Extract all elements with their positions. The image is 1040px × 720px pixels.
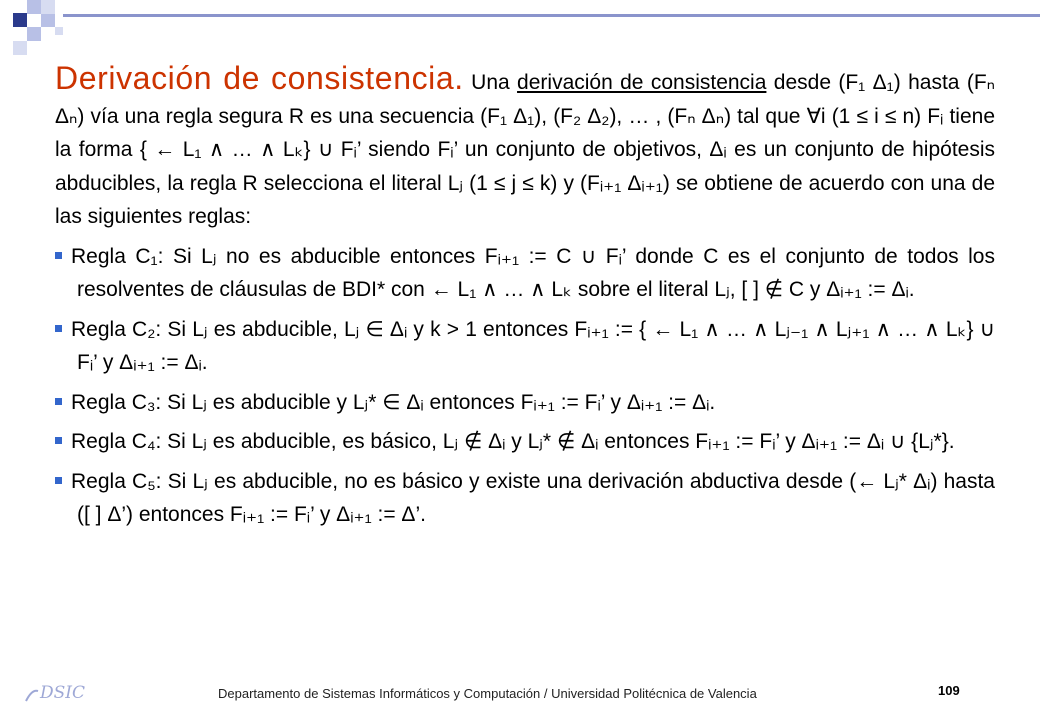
bullet-icon xyxy=(55,477,62,484)
footer xyxy=(0,683,1040,703)
intro-rest: desde (F₁ Δ₁) hasta (Fₙ Δₙ) vía una regla segura R es una secuencia (F₁ Δ₁), (F₂ Δ₂), … , (Fₙ Δₙ) tal que ∀i (1 ≤ i ≤ n) Fᵢ tiene la forma { ← L₁ ∧ … ∧ Lₖ} ∪ Fᵢ’ siendo Fᵢ’ un conjunto de objetivos, Δᵢ es un conjunto de hipótesis abducibles, la regla R selecciona el literal Lⱼ (1 ≤ j ≤ k) y (Fᵢ₊₁ Δᵢ₊₁) se obtiene de acuerdo con una de las siguientes reglas: xyxy=(55,71,996,228)
header-decoration xyxy=(0,0,1040,60)
page-number: 109 xyxy=(938,683,960,698)
bullet-icon xyxy=(55,252,62,259)
rule-item: Regla C₁: Si Lⱼ no es abducible entonces Fᵢ₊₁ := C ∪ Fᵢ’ donde C es el conjunto de todos los resolventes de cláusulas de BDI* con ← L₁ ∧ … ∧ Lₖ sobre el literal Lⱼ, [ ] ∉ C y Δᵢ₊₁ := Δᵢ. xyxy=(55,240,995,307)
defined-term: derivación de consistencia xyxy=(517,71,767,94)
bullet-icon xyxy=(55,325,62,332)
slide-body xyxy=(55,62,995,532)
bullet-icon xyxy=(55,437,62,444)
rule-item: Regla C₂: Si Lⱼ es abducible, Lⱼ ∈ Δᵢ y k > 1 entonces Fᵢ₊₁ := { ← L₁ ∧ … ∧ Lⱼ₋₁ ∧ Lⱼ₊₁ ∧ … ∧ Lₖ} ∪ Fᵢ’ y Δᵢ₊₁ := Δᵢ. xyxy=(55,313,995,380)
footer-text: Departamento de Sistemas Informáticos y Computación / Universidad Politécnica de Valencia xyxy=(218,686,757,701)
slide-title: Derivación de consistencia. xyxy=(55,60,464,96)
rule-item: Regla C₄: Si Lⱼ es abducible, es básico, Lⱼ ∉ Δᵢ y Lⱼ* ∉ Δᵢ entonces Fᵢ₊₁ := Fᵢ’ y Δᵢ₊₁ := Δᵢ ∪ {Lⱼ*}. xyxy=(55,425,995,459)
intro-paragraph xyxy=(55,62,995,234)
intro-lead: Una xyxy=(463,71,518,94)
dsic-logo: DSIC xyxy=(40,683,85,703)
logo-swoosh-icon xyxy=(24,687,40,703)
rule-item: Regla C₅: Si Lⱼ es abducible, no es básico y existe una derivación abductiva desde (← Lⱼ* Δᵢ) hasta ([ ] Δ’) entonces Fᵢ₊₁ := Fᵢ’ y Δᵢ₊₁ := Δ’. xyxy=(55,465,995,532)
rule-item: Regla C₃: Si Lⱼ es abducible y Lⱼ* ∈ Δᵢ entonces Fᵢ₊₁ := Fᵢ’ y Δᵢ₊₁ := Δᵢ. xyxy=(55,386,995,420)
bullet-icon xyxy=(55,398,62,405)
